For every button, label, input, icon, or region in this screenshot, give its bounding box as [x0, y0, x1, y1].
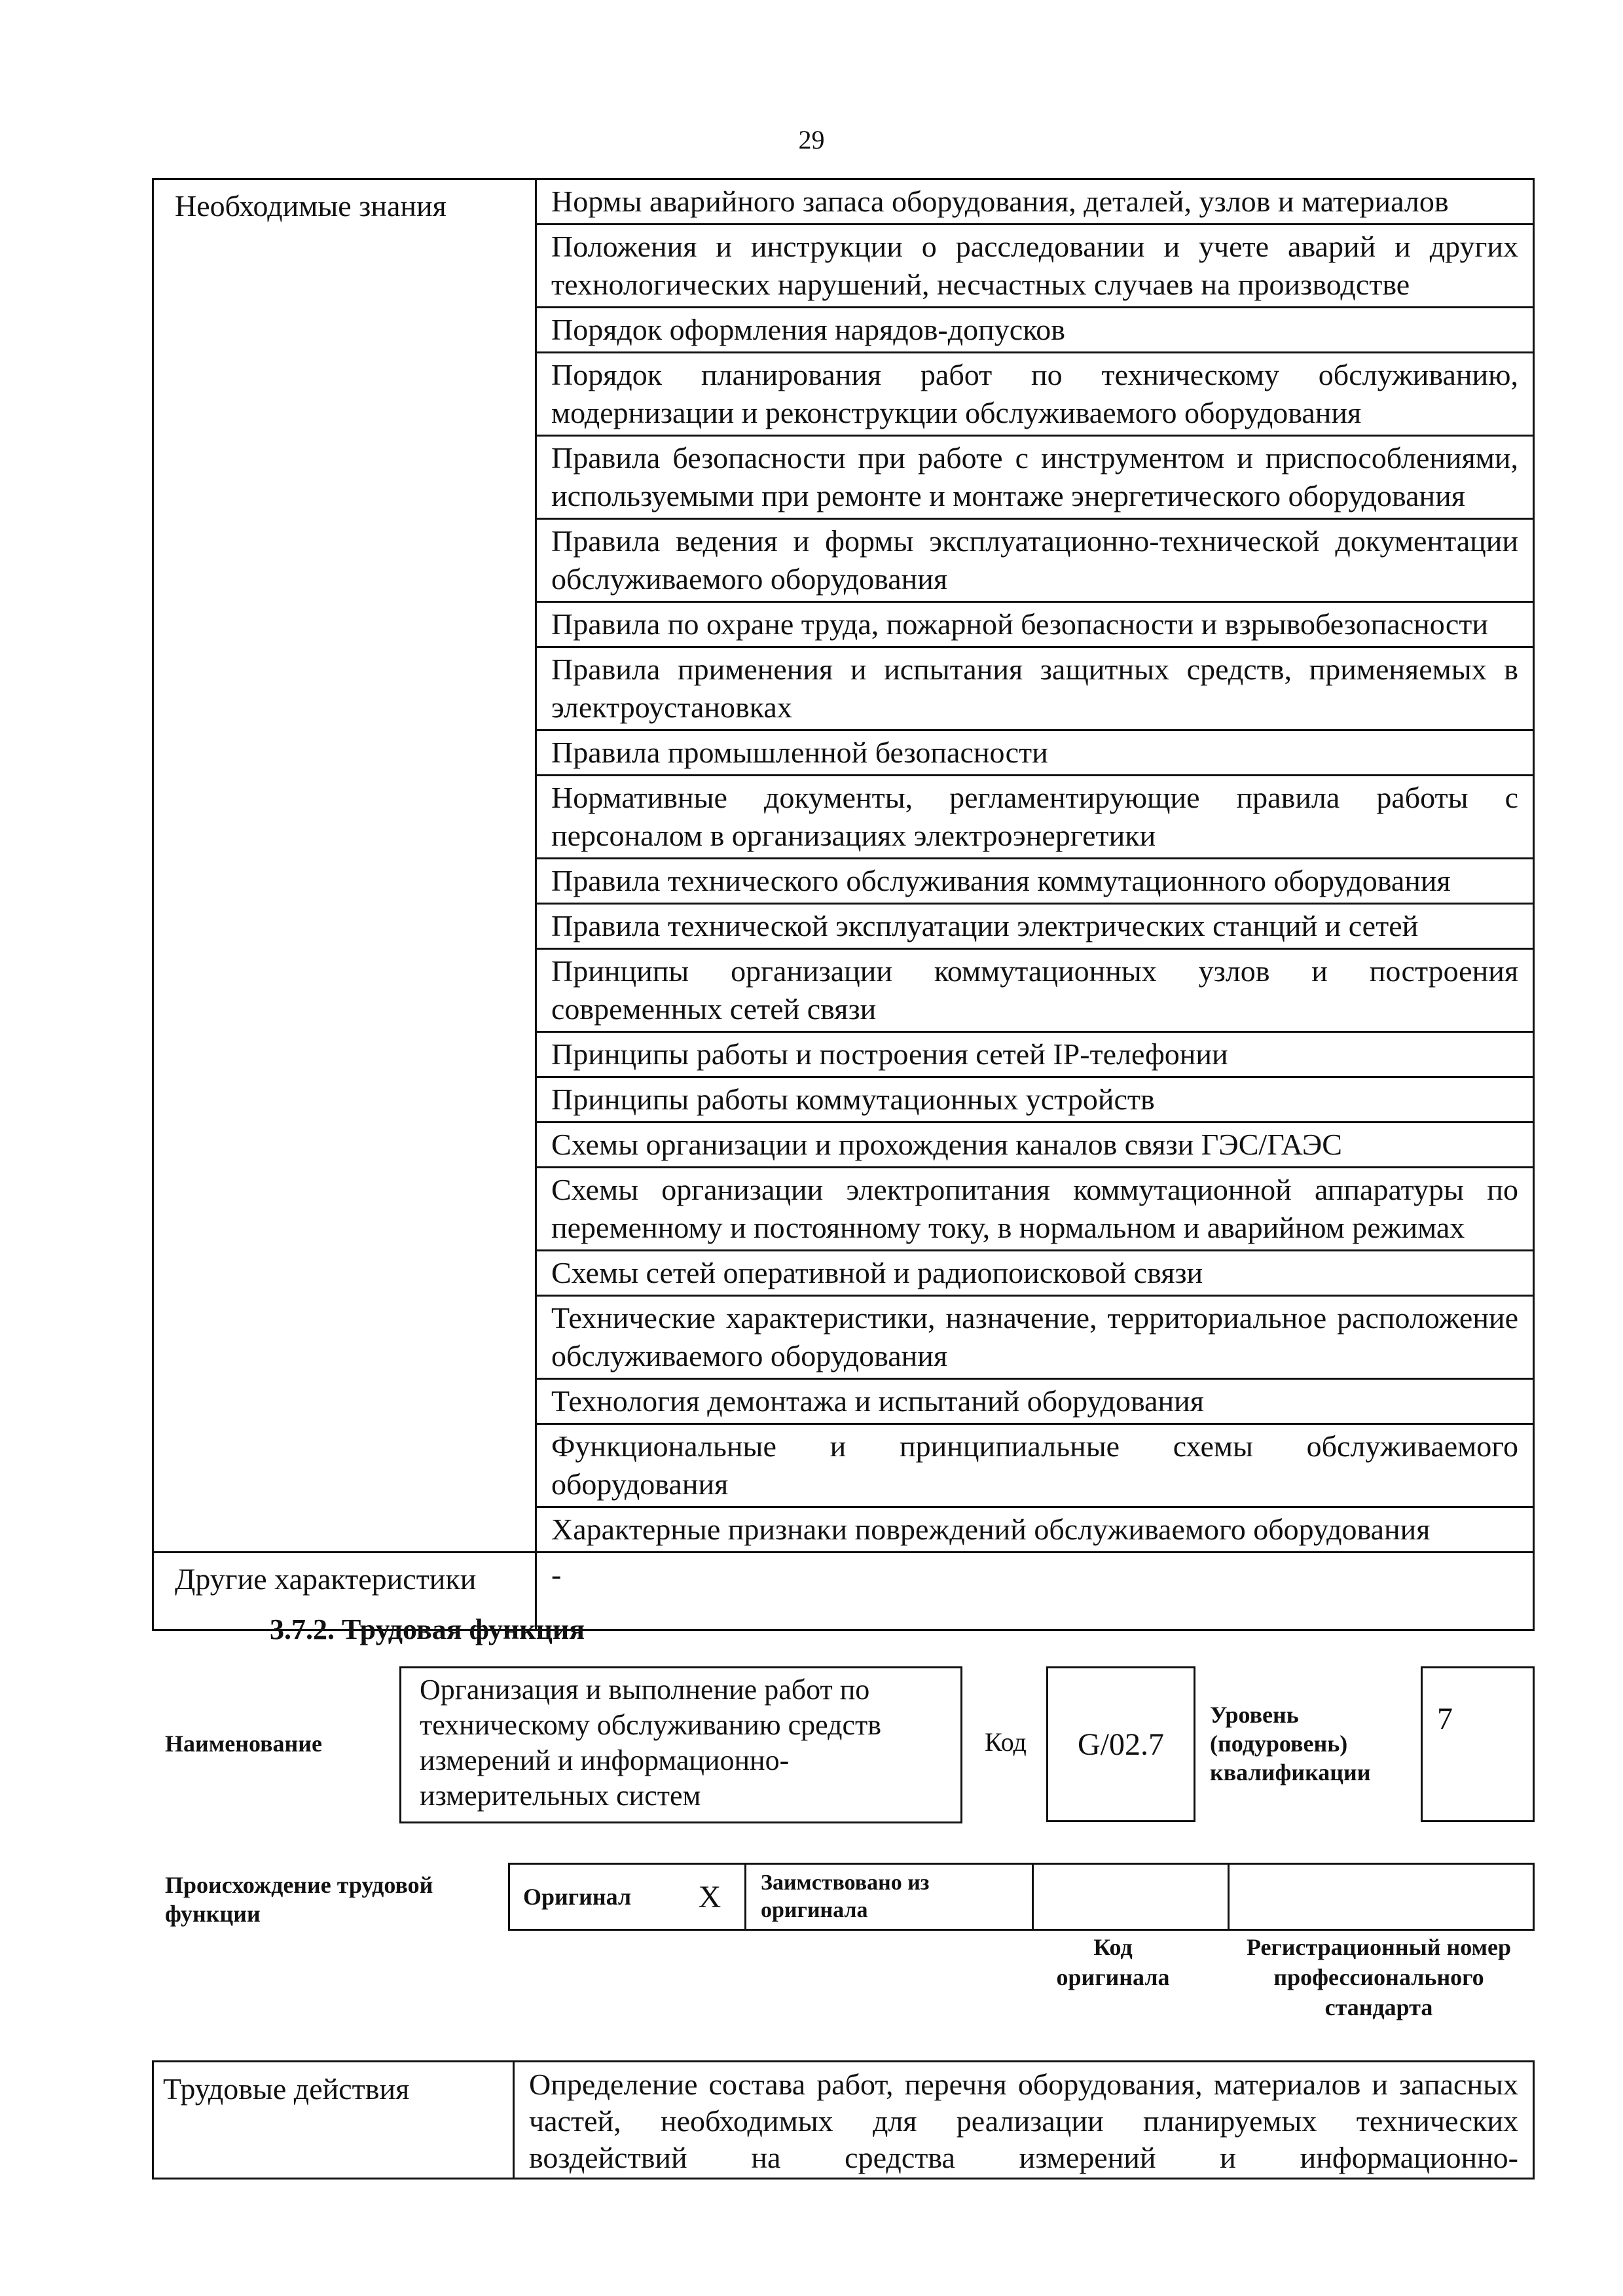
knowledge-item: Положения и инструкции о расследовании и учете аварий и других технологических нарушений, несчастных случаев на производстве — [536, 224, 1534, 308]
function-name-box: Организация и выполнение работ по техническому обслуживанию средств измерений и информационно-измерительных систем — [399, 1666, 962, 1823]
knowledge-item: Правила по охране труда, пожарной безопасности и взрывобезопасности — [536, 602, 1534, 647]
reg-number-cell — [1229, 1864, 1534, 1930]
knowledge-item: Правила безопасности при работе с инструментом и приспособлениями, используемыми при ремонте и монтаже энергетического оборудования — [536, 436, 1534, 519]
knowledge-item: Правила промышленной безопасности — [536, 730, 1534, 776]
original-label: Оригинал — [509, 1864, 676, 1930]
knowledge-item: Принципы работы и построения сетей IP-телефонии — [536, 1032, 1534, 1077]
name-label: Наименование — [165, 1731, 322, 1757]
other-characteristics-label: Другие характеристики — [153, 1552, 536, 1630]
knowledge-item: Правила применения и испытания защитных средств, применяемых в электроустановках — [536, 647, 1534, 730]
knowledge-item: Схемы организации электропитания коммутационной аппаратуры по переменному и постоянному току, в нормальном и аварийном режимах — [536, 1168, 1534, 1251]
knowledge-item: Принципы организации коммутационных узлов и построения современных сетей связи — [536, 949, 1534, 1032]
other-characteristics-value: - — [536, 1552, 1534, 1630]
actions-text: Определение состава работ, перечня оборудования, материалов и запасных частей, необходимых для реализации планируемых технических воздействий на средства измерений и информационно- — [514, 2062, 1534, 2179]
origin-label: Происхождение трудовой функции — [165, 1872, 433, 1927]
knowledge-item: Принципы работы коммутационных устройств — [536, 1077, 1534, 1122]
knowledge-item: Технические характеристики, назначение, территориальное расположение обслуживаемого оборудования — [536, 1296, 1534, 1379]
code-origin-caption: Код оригинала — [1056, 1934, 1170, 1990]
knowledge-item: Нормы аварийного запаса оборудования, деталей, узлов и материалов — [536, 179, 1534, 224]
knowledge-item: Схемы организации и прохождения каналов связи ГЭС/ГАЭС — [536, 1122, 1534, 1168]
knowledge-item: Порядок планирования работ по техническому обслуживанию, модернизации и реконструкции обслуживаемого оборудования — [536, 353, 1534, 436]
code-label: Код — [985, 1727, 1027, 1757]
actions-table — [152, 2060, 1535, 2179]
borrowed-label: Заимствовано из оригинала — [746, 1864, 1033, 1930]
section-title: 3.7.2. Трудовая функция — [270, 1613, 585, 1645]
page-number: 29 — [798, 125, 825, 154]
code-origin-cell — [1033, 1864, 1229, 1930]
knowledge-row — [153, 179, 1534, 224]
knowledge-item: Нормативные документы, регламентирующие правила работы с персоналом в организациях электроэнергетики — [536, 776, 1534, 859]
knowledge-item: Технология демонтажа и испытаний оборудования — [536, 1379, 1534, 1424]
code-value-box: G/02.7 — [1046, 1666, 1195, 1822]
knowledge-item: Функциональные и принципиальные схемы обслуживаемого оборудования — [536, 1424, 1534, 1507]
knowledge-item: Схемы сетей оперативной и радиопоисковой связи — [536, 1251, 1534, 1296]
knowledge-label: Необходимые знания — [153, 179, 536, 1552]
level-label: Уровень (подуровень) квалификации — [1210, 1702, 1371, 1785]
knowledge-item: Правила технического обслуживания коммутационного оборудования — [536, 859, 1534, 904]
knowledge-item: Порядок оформления нарядов-допусков — [536, 308, 1534, 353]
origin-table — [508, 1863, 1535, 1931]
knowledge-item: Правила ведения и формы эксплуатационно-технической документации обслуживаемого оборудования — [536, 519, 1534, 602]
knowledge-item: Характерные признаки повреждений обслуживаемого оборудования — [536, 1507, 1534, 1552]
actions-label: Трудовые действия — [153, 2062, 514, 2179]
knowledge-table — [152, 178, 1535, 1631]
knowledge-item: Правила технической эксплуатации электрических станций и сетей — [536, 904, 1534, 949]
reg-number-caption: Регистрационный номер профессионального стандарта — [1246, 1934, 1512, 2020]
level-value-box: 7 — [1421, 1666, 1535, 1822]
original-mark: X — [675, 1864, 746, 1930]
